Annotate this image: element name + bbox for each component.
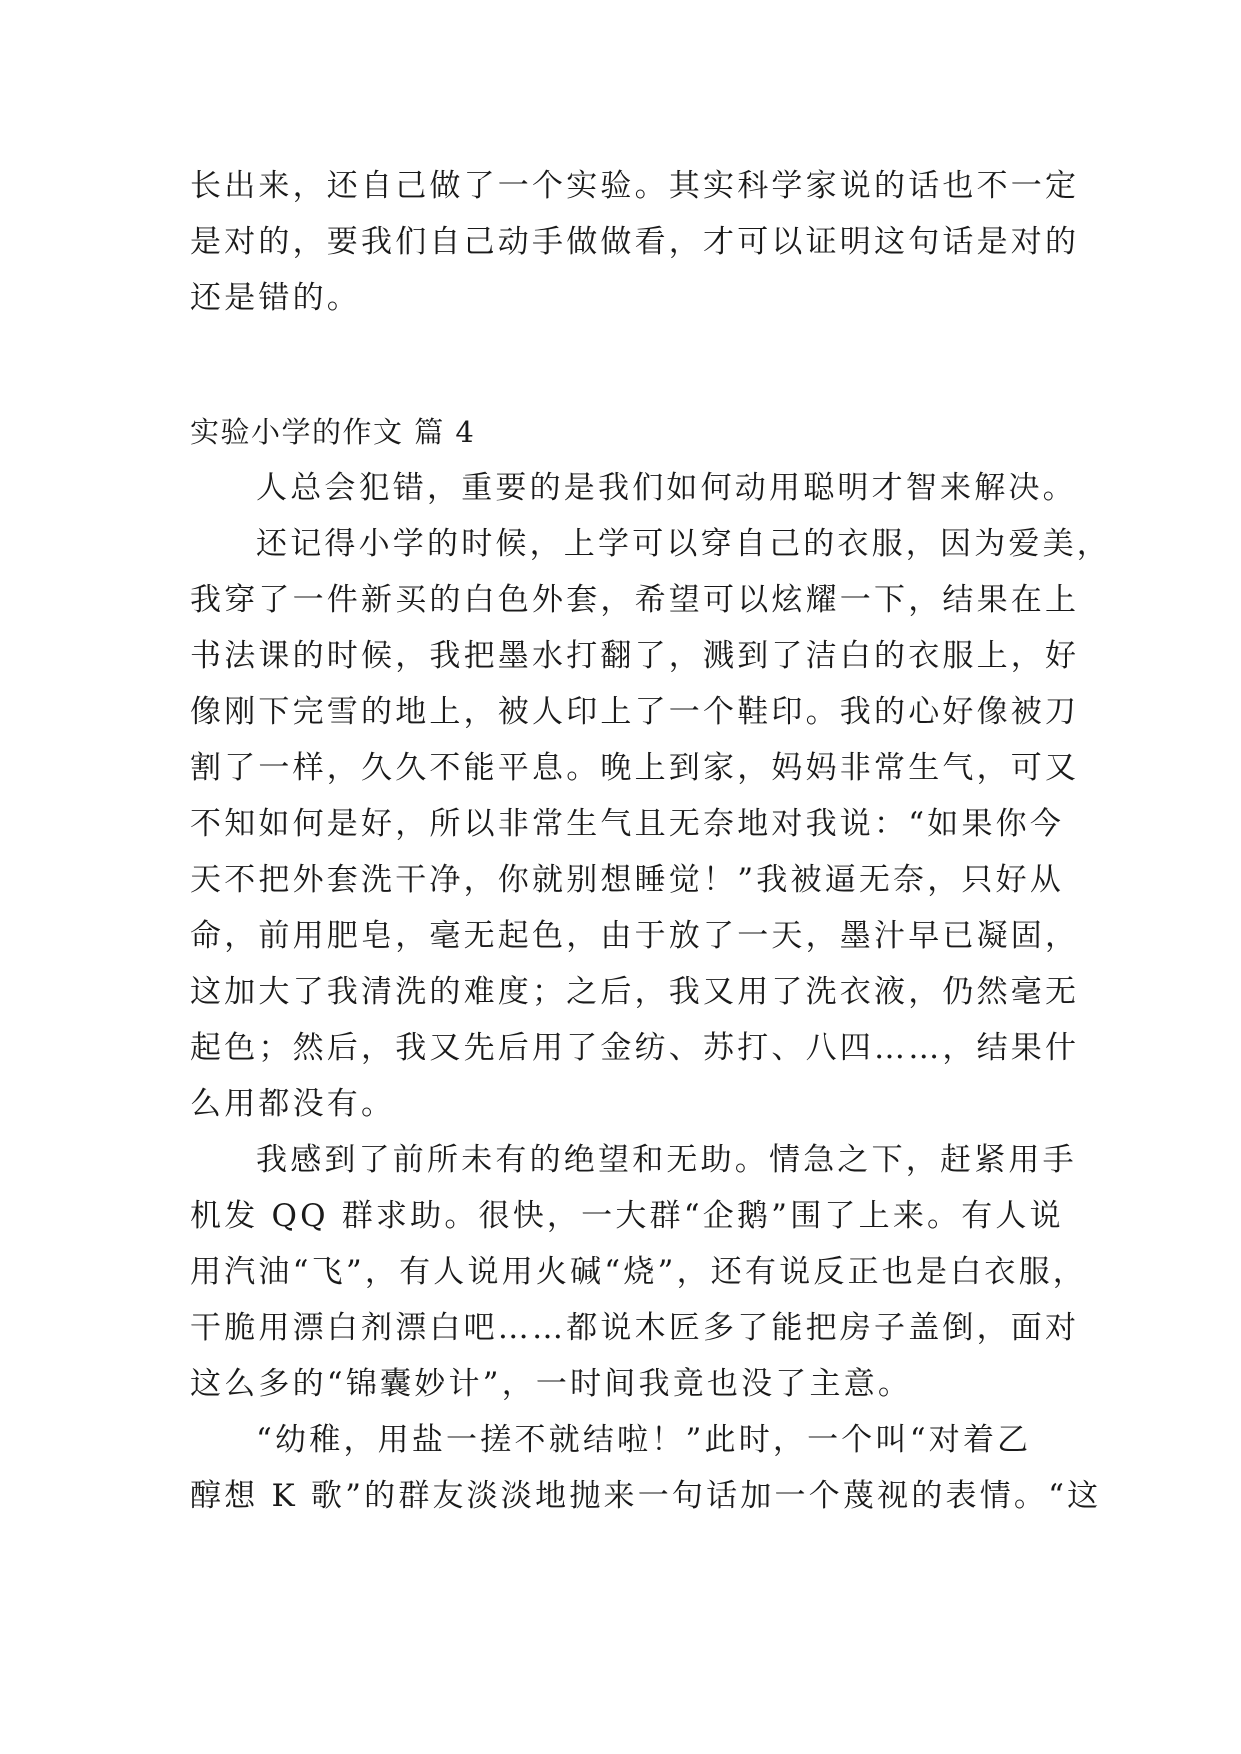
text-line: 这加大了我清洗的难度；之后，我又用了洗衣液，仍然毫无 [190,974,1080,1010]
text-line: 机发 QQ 群求助。很快，一大群“企鹅”围了上来。有人说 [190,1198,1064,1234]
text-line: 像刚下完雪的地上，被人印上了一个鞋印。我的心好像被刀 [190,694,1080,730]
text-line: 么用都没有。 [190,1086,396,1122]
section-title: 实验小学的作文 篇 4 [190,415,476,449]
paragraph-1 [190,460,1077,516]
text-line: 起色；然后，我又先后用了金纺、苏打、八四……，结果什 [190,1030,1080,1066]
text-line: 我穿了一件新买的白色外套，希望可以炫耀一下，结果在上 [190,582,1080,618]
text-line: 命，前用肥皂，毫无起色，由于放了一天，墨汁早已凝固， [190,918,1080,954]
text-line: 割了一样，久久不能平息。晚上到家，妈妈非常生气，可又 [190,750,1080,786]
document-page [190,158,1111,1524]
intro-paragraph [190,158,1080,326]
text-line: 天不把外套洗干净，你就别想睡觉！”我被逼无奈，只好从 [190,862,1065,898]
text-line: 醇想 K 歌”的群友淡淡地抛来一句话加一个蔑视的表情。“这 [190,1478,1102,1514]
text-line: 不知如何是好，所以非常生气且无奈地对我说：“如果你今 [190,806,1065,842]
text-line: 这么多的“锦囊妙计”，一时间我竟也没了主意。 [190,1366,913,1402]
text-line: 用汽油“飞”，有人说用火碱“烧”，还有说反正也是白衣服， [190,1254,1087,1290]
paragraph-3 [190,1132,1087,1412]
text-line: 干脆用漂白剂漂白吧……都说木匠多了能把房子盖倒，面对 [190,1310,1080,1346]
text-line: “幼稚，用盐一搓不就结啦！”此时，一个叫“对着乙 [256,1422,1032,1458]
text-line: 还记得小学的时候，上学可以穿自己的衣服，因为爱美， [256,526,1111,562]
text-line: 还是错的。 [190,280,361,316]
text-line: 人总会犯错，重要的是我们如何动用聪明才智来解决。 [256,470,1077,506]
paragraph-2 [190,516,1111,1132]
text-line: 我感到了前所未有的绝望和无助。情急之下，赶紧用手 [256,1142,1077,1178]
text-line: 是对的，要我们自己动手做做看，才可以证明这句话是对的 [190,224,1080,260]
paragraph-4 [190,1412,1102,1524]
text-line: 书法课的时候，我把墨水打翻了，溅到了洁白的衣服上，好 [190,638,1080,674]
text-line: 长出来，还自己做了一个实验。其实科学家说的话也不一定 [190,168,1080,204]
